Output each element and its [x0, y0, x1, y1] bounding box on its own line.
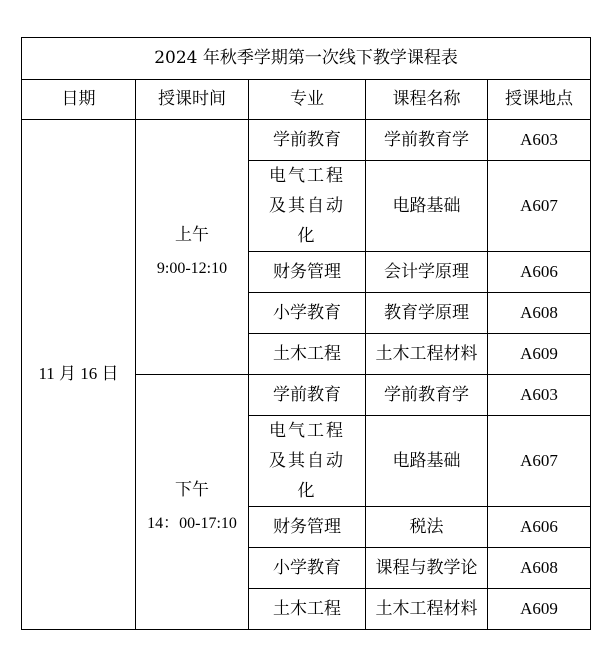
- session-label: 上午: [175, 224, 209, 245]
- major-cell: 学前教育: [249, 120, 366, 161]
- major-cell: 财务管理: [249, 507, 366, 548]
- table-row: [22, 120, 591, 161]
- course-cell: 税法: [366, 507, 488, 548]
- room-cell: A608: [488, 548, 591, 589]
- header-time: 授课时间: [136, 80, 249, 120]
- course-cell: 电路基础: [366, 416, 488, 507]
- date-cell: 11 月 16 日: [22, 120, 136, 630]
- header-course: 课程名称: [366, 80, 488, 120]
- course-cell: 学前教育学: [366, 375, 488, 416]
- room-cell: A608: [488, 293, 591, 334]
- header-room: 授课地点: [488, 80, 591, 120]
- course-cell: 教育学原理: [366, 293, 488, 334]
- room-cell: A607: [488, 161, 591, 252]
- course-cell: 土木工程材料: [366, 589, 488, 630]
- major-cell: 土木工程: [249, 334, 366, 375]
- major-cell: [249, 161, 366, 252]
- title-row: [22, 38, 591, 80]
- room-cell: A609: [488, 334, 591, 375]
- header-row: [22, 80, 591, 120]
- course-cell: 土木工程材料: [366, 334, 488, 375]
- major-cell: 小学教育: [249, 548, 366, 589]
- major-text: 电气工程及其自动化: [269, 166, 345, 246]
- major-cell: 学前教育: [249, 375, 366, 416]
- major-cell: [249, 416, 366, 507]
- session-cell-morning: [136, 120, 249, 375]
- session-cell-afternoon: [136, 375, 249, 630]
- session-time: 9:00-12:10: [156, 259, 228, 277]
- course-cell: 电路基础: [366, 161, 488, 252]
- session-time: 14：00-17:10: [147, 514, 237, 532]
- room-cell: A607: [488, 416, 591, 507]
- course-cell: 课程与教学论: [366, 548, 488, 589]
- major-cell: 财务管理: [249, 252, 366, 293]
- room-cell: A606: [488, 252, 591, 293]
- room-cell: A606: [488, 507, 591, 548]
- table-title: 2024 年秋季学期第一次线下教学课程表: [22, 38, 591, 80]
- session-label: 下午: [175, 479, 209, 500]
- header-major: 专业: [249, 80, 366, 120]
- room-cell: A609: [488, 589, 591, 630]
- room-cell: A603: [488, 120, 591, 161]
- course-cell: 会计学原理: [366, 252, 488, 293]
- major-cell: 小学教育: [249, 293, 366, 334]
- major-text: 电气工程及其自动化: [269, 421, 345, 501]
- room-cell: A603: [488, 375, 591, 416]
- course-cell: 学前教育学: [366, 120, 488, 161]
- header-date: 日期: [22, 80, 136, 120]
- major-cell: 土木工程: [249, 589, 366, 630]
- course-schedule-table: [21, 37, 591, 630]
